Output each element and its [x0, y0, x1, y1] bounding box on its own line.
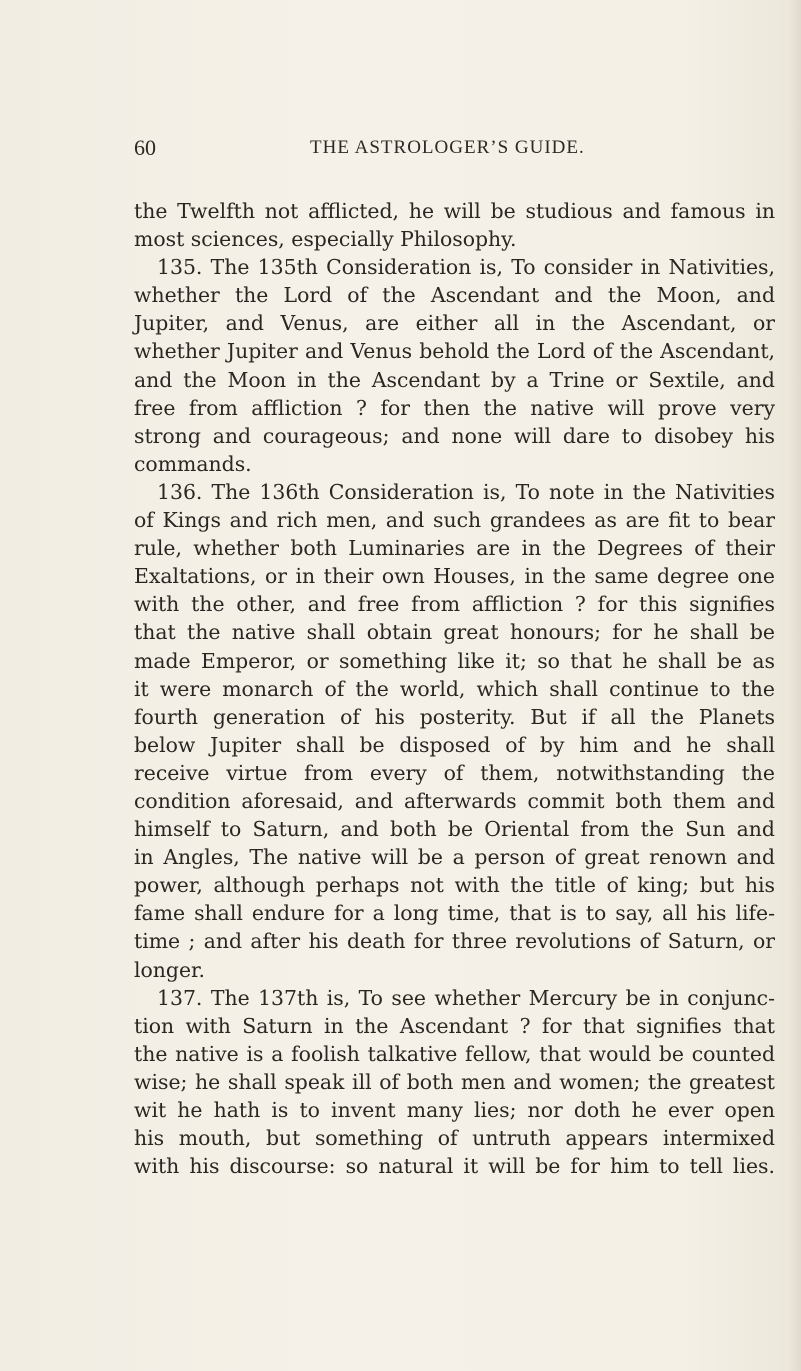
text-line: that the native shall obtain great honours; for he shall be	[134, 620, 775, 645]
text-line: whether the Lord of the Ascendant and the Moon, and	[134, 283, 775, 308]
text-line: 135. The 135th Consideration is, To consider in Nativities,	[157, 255, 775, 280]
text-line: rule, whether both Luminaries are in the Degrees of their	[134, 536, 775, 561]
text-line: his mouth, but something of untruth appears intermixed	[134, 1126, 775, 1151]
text-line: 136. The 136th Consideration is, To note in the Nativities	[157, 479, 775, 504]
body-text	[134, 197, 775, 1180]
text-line: with his discourse: so natural it will be for him to tell lies.	[134, 1154, 775, 1179]
text-line: commands.	[134, 451, 252, 476]
page-edge-shadow	[787, 0, 801, 1371]
text-line: wise; he shall speak ill of both men and women; the greatest	[134, 1069, 775, 1094]
running-title: THE ASTROLOGER’S GUIDE.	[310, 137, 585, 158]
text-line: power, although perhaps not with the title of king; but his	[134, 873, 775, 898]
text-line: condition aforesaid, and afterwards commit both them and	[134, 788, 775, 813]
text-line: fourth generation of his posterity. But if all the Planets	[134, 704, 775, 729]
text-line: 137. The 137th is, To see whether Mercury be in conjunc-	[157, 985, 775, 1010]
text-line: the native is a foolish talkative fellow, that would be counted	[134, 1041, 775, 1066]
text-line: himself to Saturn, and both be Oriental from the Sun and	[134, 817, 775, 842]
text-line: whether Jupiter and Venus behold the Lord of the Ascendant,	[134, 339, 775, 364]
text-line: wit he hath is to invent many lies; nor doth he ever open	[134, 1098, 775, 1122]
text-line: tion with Saturn in the Ascendant ? for that signifies that	[134, 1013, 775, 1038]
text-line: Jupiter, and Venus, are either all in the Ascendant, or	[134, 311, 775, 336]
text-line: below Jupiter shall be disposed of by him and he shall	[134, 732, 775, 757]
text-line: made Emperor, or something like it; so that he shall be as	[134, 648, 775, 673]
text-line: with the other, and free from affliction ? for this signifies	[134, 592, 775, 617]
text-line: receive virtue from every of them, notwithstanding the	[134, 760, 775, 785]
text-line: longer.	[134, 957, 206, 982]
running-head	[134, 135, 774, 165]
text-line: fame shall endure for a long time, that is to say, all his life-	[134, 901, 775, 926]
text-line: it were monarch of the world, which shall continue to the	[134, 676, 775, 701]
page-number: 60	[134, 135, 156, 160]
text-line: of Kings and rich men, and such grandees as are fit to bear	[134, 508, 775, 533]
text-line: Exaltations, or in their own Houses, in the same degree one	[134, 564, 775, 589]
text-line: strong and courageous; and none will dare to disobey his	[134, 423, 775, 448]
text-line: time ; and after his death for three revolutions of Saturn, or	[134, 929, 775, 954]
text-line: and the Moon in the Ascendant by a Trine or Sextile, and	[134, 367, 775, 392]
text-line: the Twelfth not afflicted, he will be studious and famous in	[134, 199, 775, 223]
text-line: in Angles, The native will be a person of great renown and	[134, 845, 775, 870]
text-line: most sciences, especially Philosophy.	[134, 227, 517, 252]
text-line: free from affliction ? for then the native will prove very	[134, 395, 775, 420]
